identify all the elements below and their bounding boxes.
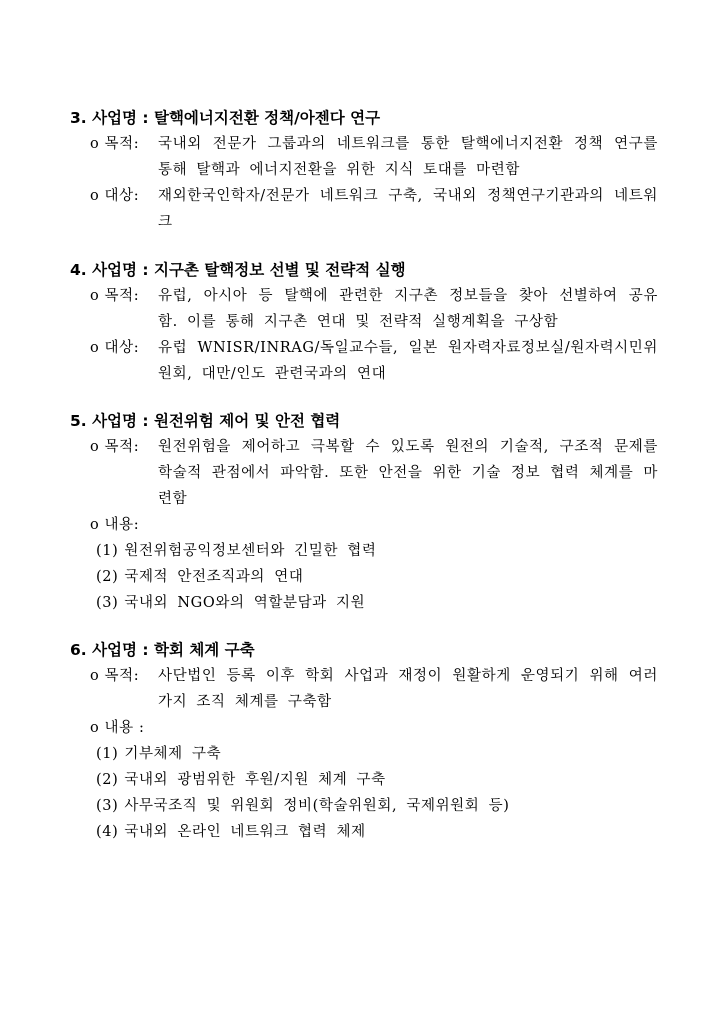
list-item-text: 사무국조직 및 위원회 정비(학술위원회, 국제위원회 등)	[124, 798, 510, 814]
section-title: 3. 사업명 : 탈핵에너지전환 정책/아젠다 연구	[70, 109, 381, 127]
item-label: o 내용 :	[90, 720, 145, 736]
list-item	[96, 767, 670, 793]
item-purpose	[90, 434, 670, 512]
item-text: 사단법인 등록 이후 학회 사업과 재정이 원활하게 운영되기 위해 여러 가지 조직 체계를 구축함	[158, 668, 658, 710]
list-item-number: (1)	[96, 746, 119, 762]
section-4	[70, 257, 670, 387]
section-title: 6. 사업명 : 학회 체계 구축	[70, 641, 255, 659]
item-purpose	[90, 131, 670, 183]
list-item	[96, 819, 670, 845]
list-item-number: (2)	[96, 569, 119, 585]
item-target	[90, 335, 670, 387]
list-item-number: (3)	[96, 798, 119, 814]
item-purpose	[90, 663, 670, 715]
list-item	[96, 538, 670, 564]
item-label: o 내용:	[90, 517, 140, 533]
item-contents	[90, 715, 670, 741]
item-contents	[90, 512, 670, 538]
item-label: o 목적:	[90, 136, 140, 152]
list-item	[96, 741, 670, 767]
list-item-number: (4)	[96, 824, 119, 840]
list-item-text: 국제적 안전조직과의 연대	[124, 569, 304, 585]
item-purpose	[90, 283, 670, 335]
item-text: 국내외 전문가 그룹과의 네트워크를 통한 탈핵에너지전환 정책 연구를 통해 탈핵과 에너지전환을 위한 지식 토대를 마련함	[158, 136, 658, 178]
item-label: o 대상:	[90, 340, 140, 356]
item-label: o 목적:	[90, 668, 140, 684]
list-item-text: 국내외 광범위한 후원/지원 체계 구축	[124, 772, 386, 788]
list-item-text: 국내외 NGO와의 역할분담과 지원	[124, 595, 366, 611]
list-item-text: 기부체제 구축	[124, 746, 222, 762]
list-item-text: 국내외 온라인 네트워크 협력 체제	[124, 824, 366, 840]
list-item-number: (1)	[96, 543, 119, 559]
item-text: 재외한국인학자/전문가 네트워크 구축, 국내외 정책연구기관과의 네트워크	[158, 188, 658, 230]
section-title: 5. 사업명 : 원전위험 제어 및 안전 협력	[70, 412, 341, 430]
section-5	[70, 408, 670, 616]
contents-list	[96, 538, 670, 616]
section-6	[70, 637, 670, 845]
item-label: o 목적:	[90, 439, 140, 455]
item-label: o 목적:	[90, 288, 140, 304]
list-item	[96, 564, 670, 590]
section-title: 4. 사업명 : 지구촌 탈핵정보 선별 및 전략적 실행	[70, 261, 406, 279]
section-3	[70, 105, 670, 235]
list-item-text: 원전위험공익정보센터와 긴밀한 협력	[124, 543, 377, 559]
list-item-number: (2)	[96, 772, 119, 788]
list-item-number: (3)	[96, 595, 119, 611]
item-label: o 대상:	[90, 188, 140, 204]
list-item	[96, 590, 670, 616]
item-text: 원전위험을 제어하고 극복할 수 있도록 원전의 기술적, 구조적 문제를 학술적 관점에서 파악함. 또한 안전을 위한 기술 정보 협력 체계를 마련함	[158, 439, 658, 507]
contents-list	[96, 741, 670, 845]
item-text: 유럽 WNISR/INRAG/독일교수들, 일본 원자력자료정보실/원자력시민위원회, 대만/인도 관련국과의 연대	[158, 340, 658, 382]
item-text: 유럽, 아시아 등 탈핵에 관련한 지구촌 정보들을 찾아 선별하여 공유함. 이를 통해 지구촌 연대 및 전략적 실행계획을 구상함	[158, 288, 658, 330]
item-target	[90, 183, 670, 235]
list-item	[96, 793, 670, 819]
